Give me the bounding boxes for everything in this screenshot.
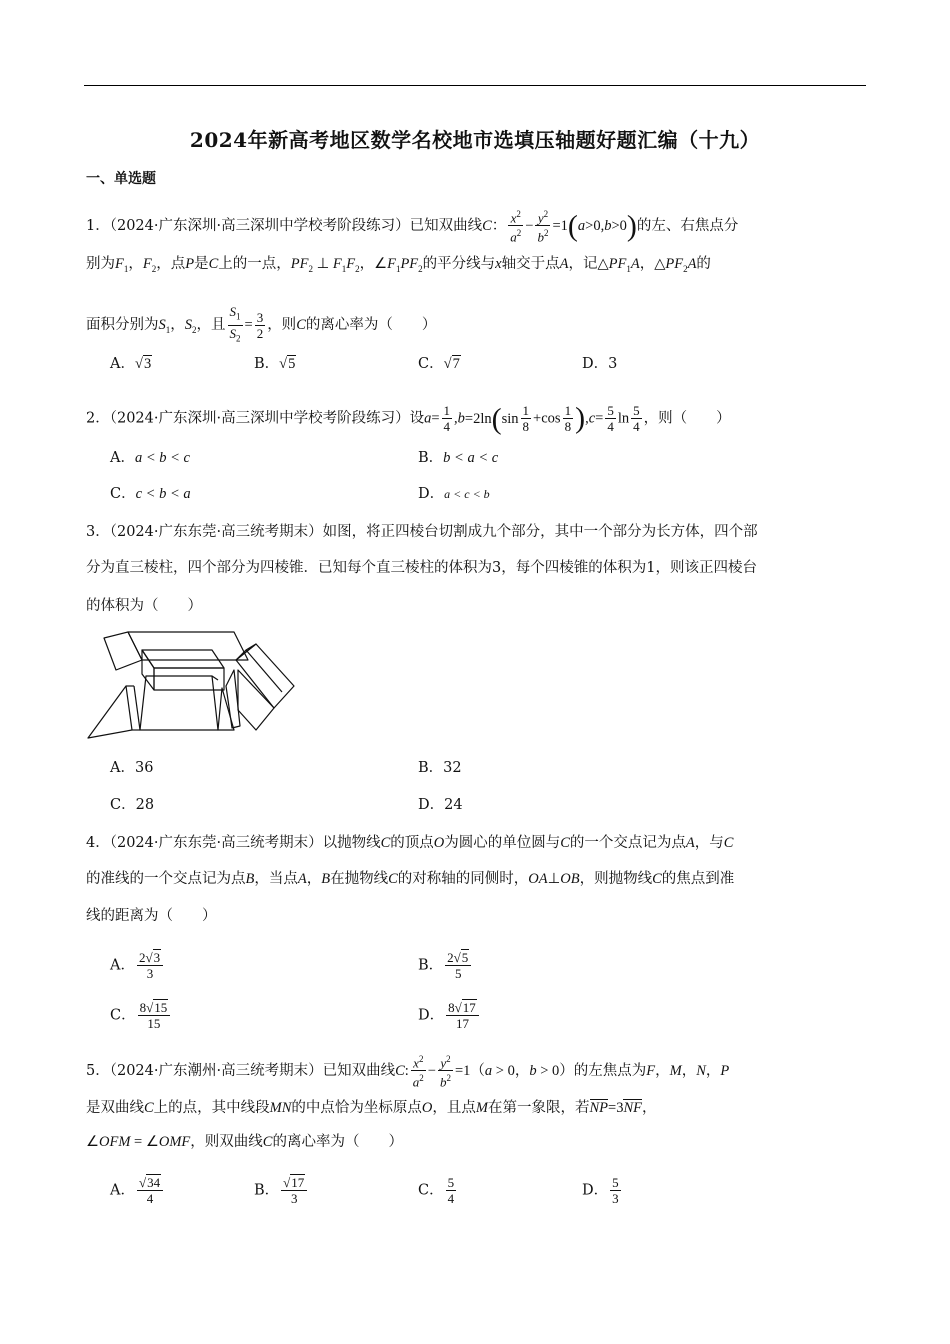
q2-option-c[interactable]: C．c < b < a [110,486,191,502]
q1-option-a[interactable]: A．√3 [110,356,152,372]
q1-line1: 1．（2024·广东深圳·高三深圳中学校考阶段练习）已知双曲线C： $\frac{x^2}{a^2}$ − $\frac{y^2}{b^2}$ =1(a>0,b>0)的左、右焦点分 [86,209,739,245]
q4-option-a[interactable]: A． $\frac{2√3}{3}$ [110,950,165,981]
q2-line1: 2．（2024·广东深圳·高三深圳中学校考阶段练习）设a= $\frac{1}{4}$ ,b=2ln(sin $\frac{1}{8}$ +cos $\frac{1}{8}$ ),c= $\frac{5}{4}$ ln $\frac{5}{4}$ ，则（ ） [86,401,731,436]
q5-option-c[interactable]: C． $\frac{5}{4}$ [418,1175,455,1206]
q4-line1: 4．（2024·广东东莞·高三统考期末）以抛物线C的顶点O为圆心的单位圆与C的一个交点记为点A，与C [86,835,734,851]
q2-option-a[interactable]: A．a < b < c [110,450,190,466]
q1-line2: 别为$F_1$，$F_2$，点P是C上的一点，$PF_2$ ⊥ $F_1F_2$，$\angle F_1PF_2$的平分线与x轴交于点A，记$\triangle PF_1A$，$\triangle PF_2A$的 [86,256,711,274]
q1-line3: 面积分别为$S_1$，$S_2$，且 $\frac{S_1}{S_2}$ = $\frac{3}{2}$ ，则C的离心率为（ ） [86,304,437,344]
q5-line2: 是双曲线C上的点，其中线段MN的中点恰为坐标原点O，且点M在第一象限，若NP=3NF， [86,1100,657,1116]
page-title: 2024年新高考地区数学名校地市选填压轴题好题汇编（十九） [189,128,761,152]
q3-option-c[interactable]: C．28 [110,797,155,813]
q4-option-d[interactable]: D． $\frac{8√17}{17}$ [418,1000,481,1031]
q2-option-b[interactable]: B．b < a < c [418,450,499,466]
q1-option-d[interactable]: D．3 [582,356,618,372]
q5-line1: 5．（2024·广东潮州·高三统考期末）已知双曲线C: $\frac{x^2}{a^2}$ − $\frac{y^2}{b^2}$ =1（a > 0，b > 0）的左焦点为F，M，N，P [86,1054,730,1090]
q3-line2: 分为直三棱柱，四个部分为四棱锥．已知每个直三棱柱的体积为3，每个四棱锥的体积为1，则该正四棱台 [86,560,757,576]
q5-option-a[interactable]: A． $\frac{√34}{4}$ [110,1175,165,1206]
q1-option-c[interactable]: C．√7 [418,356,460,372]
q5-option-b[interactable]: B． $\frac{√17}{3}$ [254,1175,309,1206]
q5-line3: ∠OFM = ∠OMF，则双曲线C的离心率为（ ） [86,1134,403,1150]
q3-option-b[interactable]: B．32 [418,760,462,776]
frustum-figure [86,630,298,742]
q3-line1: 3．（2024·广东东莞·高三统考期末）如图，将正四棱台切割成九个部分，其中一个部分为长方体，四个部 [86,524,758,540]
q4-option-c[interactable]: C． $\frac{8√15}{15}$ [110,1000,172,1031]
q4-option-b[interactable]: B． $\frac{2√5}{5}$ [418,950,473,981]
q4-line3: 线的距离为（ ） [86,908,217,924]
header-rule [84,85,866,86]
q3-option-a[interactable]: A．36 [110,760,154,776]
q3-option-d[interactable]: D．24 [418,797,463,813]
q1-option-b[interactable]: B．√5 [254,356,296,372]
q4-line2: 的准线的一个交点记为点B，当点A，B在抛物线C的对称轴的同侧时，OA⊥OB，则抛物线C的焦点到准 [86,871,735,887]
q5-option-d[interactable]: D． $\frac{5}{3}$ [582,1175,619,1206]
q2-option-d[interactable]: D．a < c < b [418,486,490,502]
q3-line3: 的体积为（ ） [86,598,202,614]
section-heading: 一、单选题 [86,171,156,187]
